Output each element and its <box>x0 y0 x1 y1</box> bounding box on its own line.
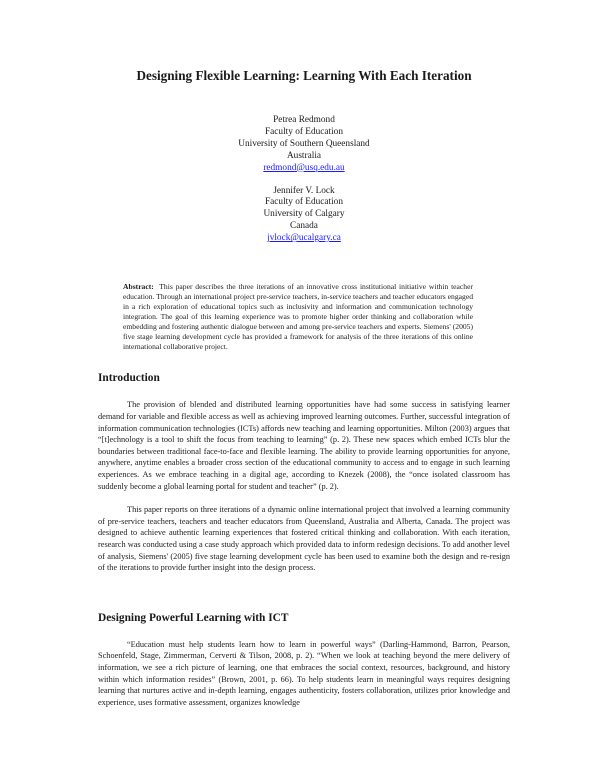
author-institution: University of Southern Queensland <box>238 138 370 149</box>
author-block <box>98 115 510 245</box>
abstract-text: This paper describes the three iterations of an innovative cross institutional initiative within teacher education. Through an international project pre-service teachers, in-service teachers and teacher educators engaged in a rich exploration of educational topics such as inclusivity and information and communication technology integration. The goal of this learning experience was to promote higher order thinking and collaboration while embedding and fostering authentic dialogue between and among pre-service teachers and experts. Siemens' (2005) five stage learning development cycle has provided a framework for analysis of the three iterations of this online international collaborative project. <box>123 282 473 351</box>
author-department: Faculty of Education <box>265 126 343 137</box>
body-paragraph: This paper reports on three iterations of a dynamic online international project that involved a learning community of pre-service teachers, teachers and teacher educators from Queensland, Australia and Alberta, Canada. The project was designed to achieve authentic learning experiences that fostered critical thinking and collaboration. With each iteration, research was conducted using a case study approach which provided data to inform redesign decisions. To add another level of analysis, Siemens' (2005) five stage learning development cycle has been used to examine both the design and re-resign of the iterations to provide further insight into the design process. <box>98 505 510 573</box>
author-country: Canada <box>290 221 318 232</box>
paper-title: Designing Flexible Learning: Learning With Each Iteration <box>136 68 472 83</box>
abstract <box>123 282 473 351</box>
body-paragraph: “Education must help students learn how to learn in powerful ways” (Darling-Hammond, Barron, Pearson, Schoenfeld, Stage, Zimmerman, Cerverti & Tilson, 2008, p. 2). “When we look at teaching beyond the mere delivery of information, we see a rich picture of learning, one that embraces the social context, resources, background, and history within which information resides” (Brown, 2001, p. 66). To help students learn in meaningful ways requires designing learning that nurtures active and in-depth learning, engages authenticity, fosters collaboration, utilizes prior knowledge and experience, uses formative assessment, organizes knowledge <box>98 639 510 707</box>
author-email-link[interactable]: redmond@usq.edu.au <box>263 162 345 173</box>
author-institution: University of Calgary <box>263 209 345 220</box>
author-name: Petrea Redmond <box>273 115 335 125</box>
section-heading-designing-powerful-learning: Designing Powerful Learning with ICT <box>98 611 289 624</box>
author-1 <box>98 115 510 175</box>
abstract-label: Abstract: <box>123 282 154 292</box>
body-paragraph: The provision of blended and distributed learning opportunities have had some success in satisfying learner demand for variable and flexible access as well as achieving improved learning outcomes. Further, successful integration of information communication technologies (ICTs) affords new teaching and learning opportunities. Milton (2003) argues that “[t]echnology is a tool to shift the focus from teaching to learning” (p. 2). These new spaces which embed ICTs blur the boundaries between traditional face-to-face and flexible learning. The ability to provide learning opportunities for anyone, anywhere, anytime enables a broader cross section of the educational community to access and to engage in such learning experiences. As we embrace teaching in a digital age, according to Knezek (2008), the “once isolated classroom has suddenly become a global learning portal for student and teacher” (p. 2). <box>98 400 510 491</box>
author-department: Faculty of Education <box>265 197 343 208</box>
author-email-link[interactable]: jvlock@ucalgary.ca <box>267 233 341 244</box>
section-heading-introduction: Introduction <box>98 372 160 385</box>
author-2 <box>98 186 510 246</box>
author-name: Jennifer V. Lock <box>273 185 335 196</box>
author-country: Australia <box>286 150 322 161</box>
